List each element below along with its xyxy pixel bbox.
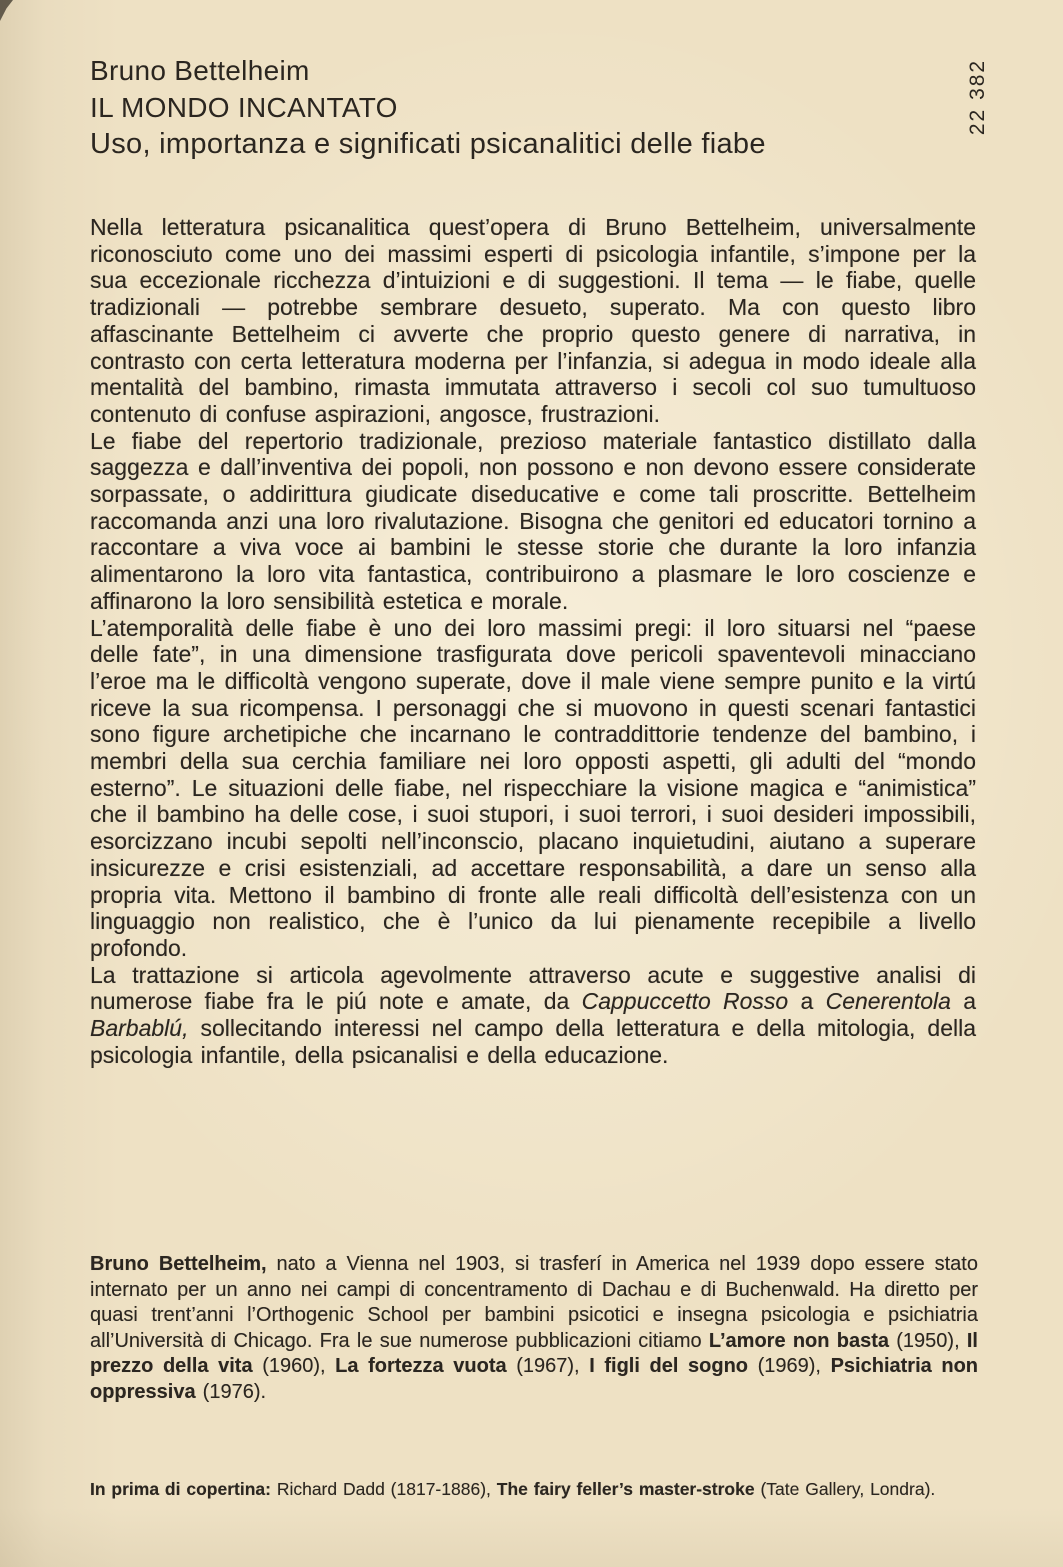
italic-run: Barbablú, <box>90 1015 189 1042</box>
italic-run: Cappuccetto Rosso <box>581 988 789 1015</box>
scan-corner-artifact <box>0 0 13 21</box>
text-run: (1976). <box>195 1380 267 1403</box>
text-run: (Tate Gallery, Londra). <box>754 1479 936 1499</box>
body-paragraphs <box>90 214 976 1069</box>
paragraph <box>90 1252 978 1406</box>
bold-run: L’amore non basta <box>708 1329 889 1352</box>
text-run: Nella letteratura psicanalitica quest’opera di Bruno Bettelheim, universalmente riconosciuto come uno dei massimi esperti di psicologia infantile, s’impone per la sua eccezionale ricchezza d’intuizioni e di suggestioni. Il tema — le fiabe, quelle tradizionali — potrebbe sembrare desueto, superato. Ma con questo libro affascinante Bettelheim ci avverte che proprio questo genere di narrativa, in contrasto con certa letteratura moderna per l’infanzia, si adegua in modo ideale alla mentalità del bambino, rimasta immutata attraverso i secoli col suo tumultuoso contenuto di confuse aspirazioni, angosce, frustrazioni. <box>90 214 976 427</box>
bold-run: The fairy feller’s master-stroke <box>496 1479 755 1499</box>
catalog-number: 22 382 <box>966 58 989 136</box>
paragraph <box>90 1478 980 1500</box>
text-run: L’atemporalità delle fiabe è uno dei loro massimi pregi: il loro situarsi nel “paese delle fate”, in una dimensione trasfigurata dove pericoli spaventevoli minacciano l’eroe ma le difficoltà vengono superate, dove il male viene sempre punito e la virtú riceve la sua ricompensa. I personaggi che si muovono in questi scenari fantastici sono figure archetipiche che incarnano le contraddittorie tendenze del bambino, i membri della sua cerchia familiare nei loro opposti aspetti, gli adulti del “mondo esterno”. Le situazioni delle fiabe, nel rispecchiare la visione magica e “animistica” che il bambino ha delle cose, i suoi stupori, i suoi terrori, i suoi desideri impossibili, esorcizzano incubi sepolti nell’inconscio, placano inquietudini, aiutano a superare insicurezze e crisi esistenziali, ad accettare responsabilità, a dare un senso alla propria vita. Mettono il bambino di fronte alle reali difficoltà dell’esistenza con un linguaggio non realistico, che è l’unico da lui pienamente recepibile a livello profondo. <box>90 614 976 961</box>
text-run: (1950), <box>889 1329 967 1352</box>
text-run: (1967), <box>506 1355 590 1378</box>
text-run: Richard Dadd (1817-1886), <box>270 1479 497 1499</box>
book-title: IL MONDO INCANTATO <box>90 92 398 123</box>
bold-run: Bruno Bettelheim, <box>90 1253 267 1275</box>
text-run: nato a Vienna nel 1903, si trasferí in America nel 1939 dopo essere stato internato per un anno nei campi di concentramento di Dachau e di Buchenwald. Ha diretto per quasi trent’anni l’Orthogenic School per bambini psicotici e insegna psicologia e psichiatria all’Università di Chicago. Fra le sue numerose pubblicazioni citiamo <box>90 1253 978 1352</box>
bold-run: Psichiatria non oppressiva <box>90 1355 979 1403</box>
paragraph <box>90 962 976 1069</box>
text-run: a <box>950 988 976 1015</box>
text-run: (1969), <box>748 1355 831 1378</box>
italic-run: Cenerentola <box>825 988 951 1015</box>
text-run: Le fiabe del repertorio tradizionale, prezioso materiale fantastico distillato dalla saggezza e dall’inventiva dei popoli, non possono e non devono essere considerate sorpassate, o addirittura giudicate diseducative e come tali proscritte. Bettelheim raccomanda anzi una loro rivalutazione. Bisogna che genitori ed educatori tornino a raccontare a viva voce ai bambini le stesse storie che durante la loro infanzia alimentarono la loro vita fantastica, contribuirono a plasmare le loro coscienze e affinarono la loro sensibilità estetica e morale. <box>90 427 976 614</box>
text-run: a <box>788 988 826 1015</box>
header <box>90 52 960 163</box>
paragraph <box>90 615 976 962</box>
book-subtitle: Uso, importanza e significati psicanalitici delle fiabe <box>90 128 766 160</box>
author-name: Bruno Bettelheim <box>90 55 310 86</box>
cover-credit-caption <box>90 1478 980 1500</box>
paragraph <box>90 428 976 615</box>
text-run: sollecitando interessi nel campo della letteratura e della mitologia, della psicologia infantile, della psicanalisi e della educazione. <box>90 1015 976 1068</box>
text-run: La trattazione si articola agevolmente attraverso acute e suggestive analisi di numerose fiabe fra le piú note e amate, da <box>90 961 976 1015</box>
bold-run: In prima di copertina: <box>90 1479 271 1499</box>
bold-run: I figli del sogno <box>589 1355 749 1378</box>
bold-run: Il prezzo della vita <box>90 1329 978 1378</box>
text-run: (1960), <box>252 1355 336 1378</box>
paragraph <box>90 214 976 428</box>
author-bio <box>90 1252 978 1406</box>
bold-run: La fortezza vuota <box>335 1355 507 1378</box>
